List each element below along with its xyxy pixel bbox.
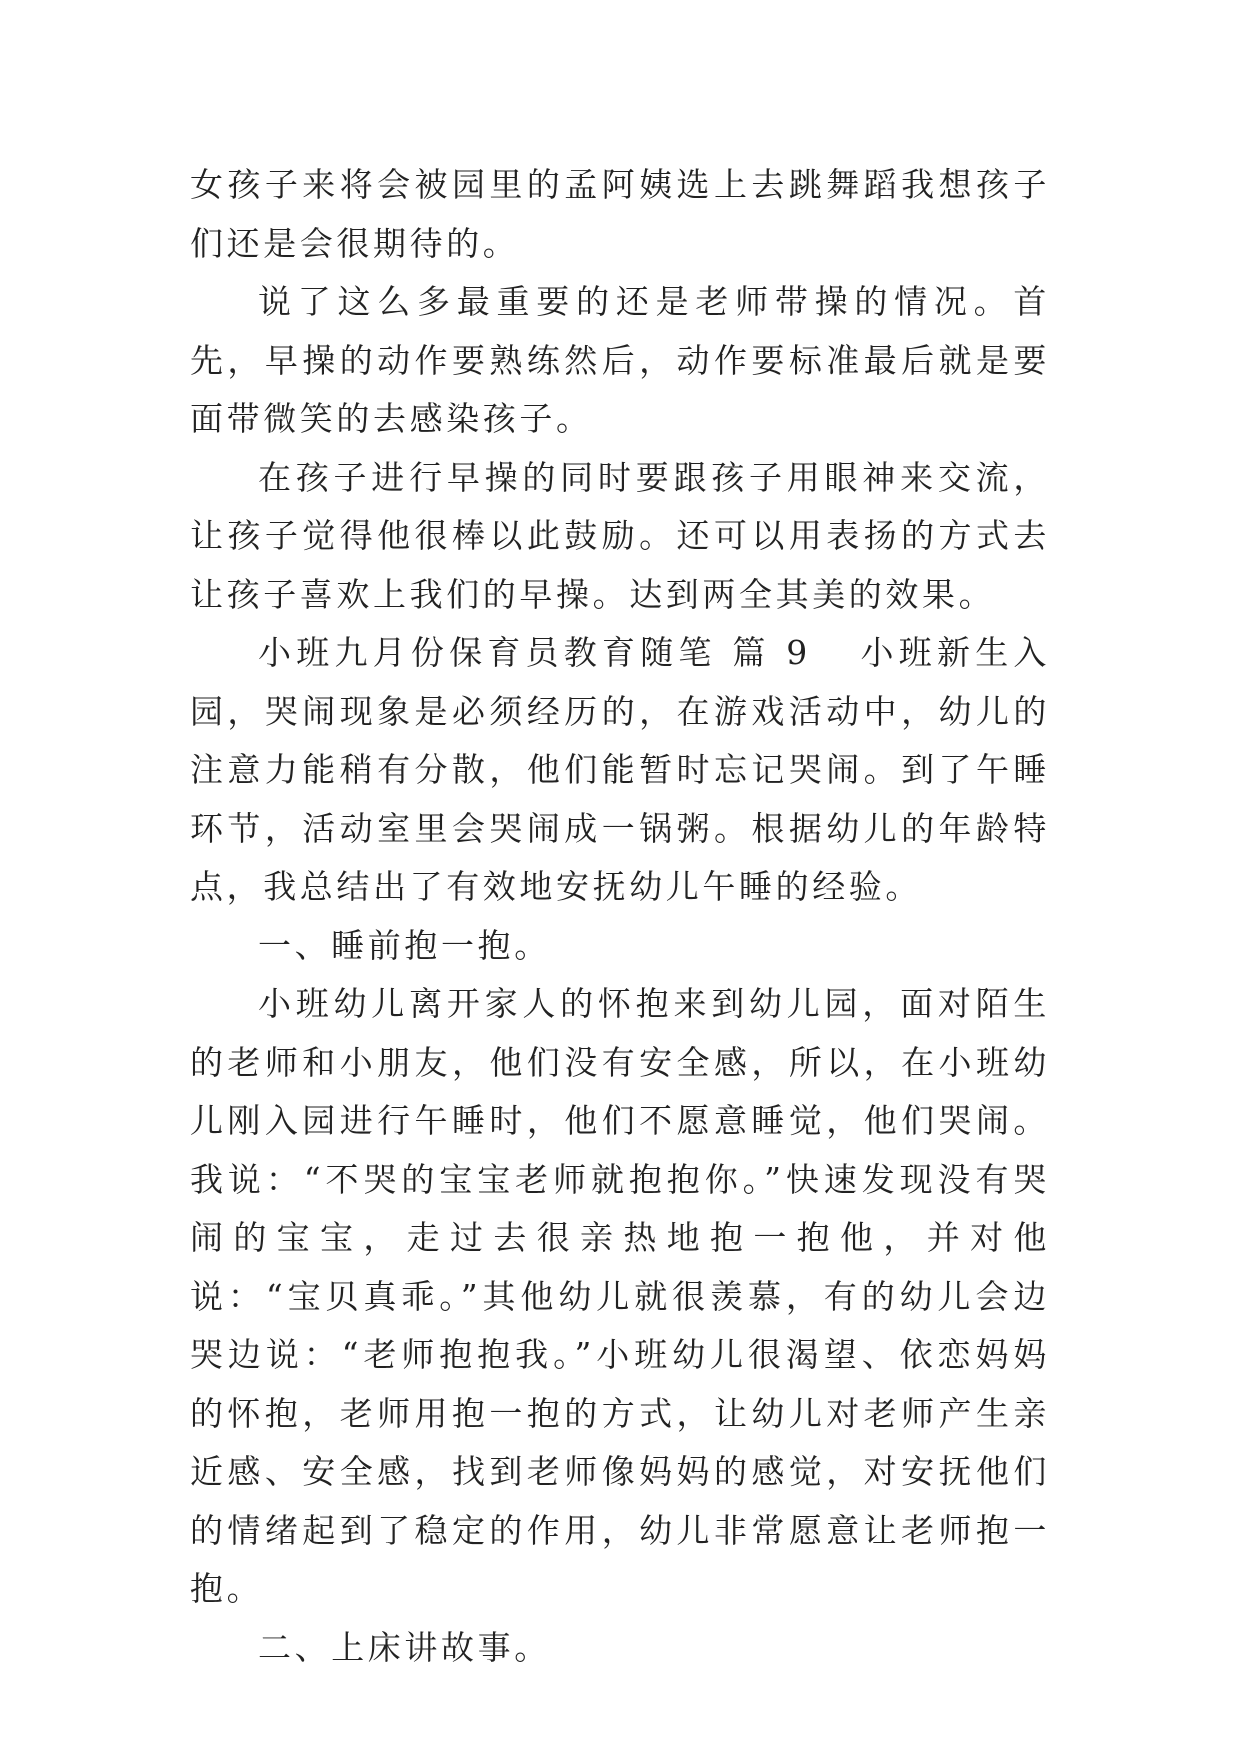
paragraph-hug: 小班幼儿离开家人的怀抱来到幼儿园，面对陌生的老师和小朋友，他们没有安全感，所以，在小班幼儿刚入园进行午睡时，他们不愿意睡觉，他们哭闹。我说：“不哭的宝宝老师就抱抱你。”快速发现没有哭闹的宝宝，走过去很亲热地抱一抱他，并对他说：“宝贝真乖。”其他幼儿就很羡慕，有的幼儿会边哭边说：“老师抱抱我。”小班幼儿很渴望、依恋妈妈的怀抱，老师用抱一抱的方式，让幼儿对老师产生亲近感、安全感，找到老师像妈妈的感觉，对安抚他们的情绪起到了稳定的作用，幼儿非常愿意让老师抱一抱。: [190, 984, 1050, 1608]
paragraph-leading-exercise: 说了这么多最重要的还是老师带操的情况。首先，早操的动作要熟练然后，动作要标准最后就是要面带微笑的去感染孩子。: [190, 282, 1050, 438]
heading-hug-before-sleep: 一、睡前抱一抱。: [258, 925, 551, 965]
heading-bedtime-story: 二、上床讲故事。: [258, 1627, 551, 1667]
paragraph-continuation: 女孩子来将会被园里的孟阿姨选上去跳舞蹈我想孩子们还是会很期待的。: [190, 165, 1050, 263]
paragraph-eye-contact: 在孩子进行早操的同时要跟孩子用眼神来交流，让孩子觉得他很棒以此鼓励。还可以用表扬的方式去让孩子喜欢上我们的早操。达到两全其美的效果。: [190, 457, 1050, 614]
document-body: [190, 156, 1050, 1677]
section-paragraph: [190, 624, 1050, 917]
section-title: 小班九月份保育员教育随笔 篇 9: [258, 633, 811, 672]
section-intro: 小班新生入园，哭闹现象是必须经历的，在游戏活动中，幼儿的注意力能稍有分散，他们能暂时忘记哭闹。到了午睡环节，活动室里会哭闹成一锅粥。根据幼儿的年龄特点，我总结出了有效地安抚幼儿午睡的经验。: [190, 633, 1051, 906]
